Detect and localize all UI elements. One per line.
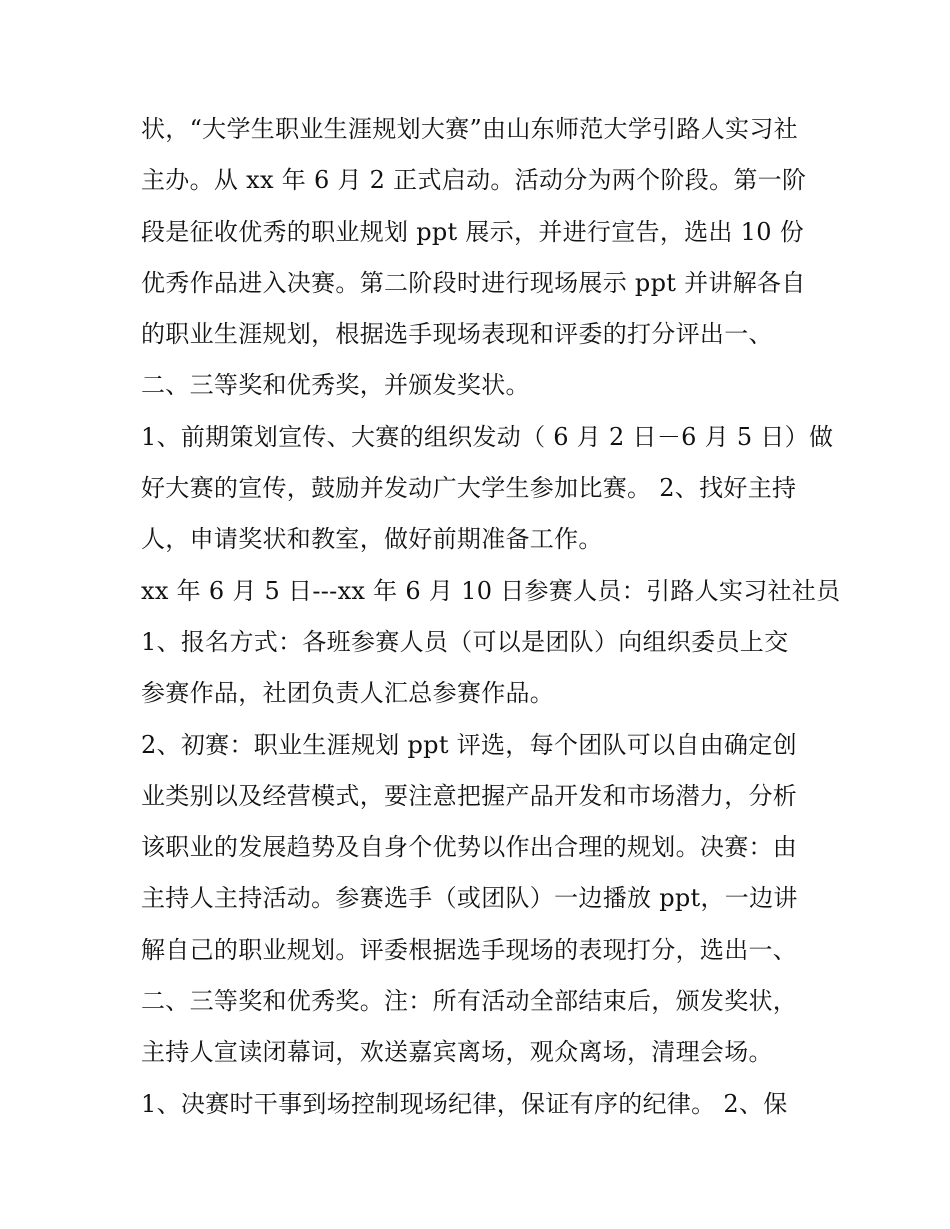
text-line: 该职业的发展趋势及自身个优势以作出合理的规划。决赛：由 — [141, 833, 798, 862]
text-line: xx 年 6 月 5 日---xx 年 6 月 10 日参赛人员：引路人实习社社员 — [141, 576, 841, 605]
text-line: 主持人宣读闭幕词，欢送嘉宾离场，观众离场，清理会场。 — [141, 1038, 773, 1067]
text-line: 1、决赛时干事到场控制现场纪律，保证有序的纪律。 2、保 — [141, 1089, 788, 1118]
text-line: 二、三等奖和优秀奖，并颁发奖状。 — [141, 371, 530, 400]
text-line: 主办。从 xx 年 6 月 2 正式启动。活动分为两个阶段。第一阶 — [141, 166, 807, 195]
text-line: 主持人主持活动。参赛选手（或团队）一边播放 ppt，一边讲 — [141, 884, 798, 913]
text-line: 状，“大学生职业生涯规划大赛”由山东师范大学引路人实习社 — [141, 115, 798, 143]
text-line: 好大赛的宣传，鼓励并发动广大学生参加比赛。 2、找好主持 — [141, 474, 797, 503]
text-line: 解自己的职业规划。评委根据选手现场的表现打分，选出一、 — [141, 935, 798, 964]
document-body — [141, 104, 841, 1130]
text-line: 1、前期策划宣传、大赛的组织发动（ 6 月 2 日－6 月 5 日）做 — [141, 422, 834, 451]
text-line: 段是征收优秀的职业规划 ppt 展示，并进行宣告，选出 10 份 — [141, 217, 805, 246]
text-line: 1、报名方式：各班参赛人员（可以是团队）向组织委员上交 — [141, 627, 789, 656]
text-line: 参赛作品，社团负责人汇总参赛作品。 — [141, 679, 555, 708]
text-line: 优秀作品进入决赛。第二阶段时进行现场展示 ppt 并讲解各自 — [141, 268, 806, 297]
text-line: 业类别以及经营模式，要注意把握产品开发和市场潜力，分析 — [141, 781, 798, 810]
text-line: 的职业生涯规划，根据选手现场表现和评委的打分评出一、 — [141, 320, 773, 349]
text-line: 人，申请奖状和教室，做好前期准备工作。 — [141, 525, 603, 554]
text-line: 二、三等奖和优秀奖。注：所有活动全部结束后，颁发奖状， — [141, 987, 798, 1016]
text-line: 2、初赛：职业生涯规划 ppt 评选，每个团队可以自由确定创 — [141, 730, 797, 759]
